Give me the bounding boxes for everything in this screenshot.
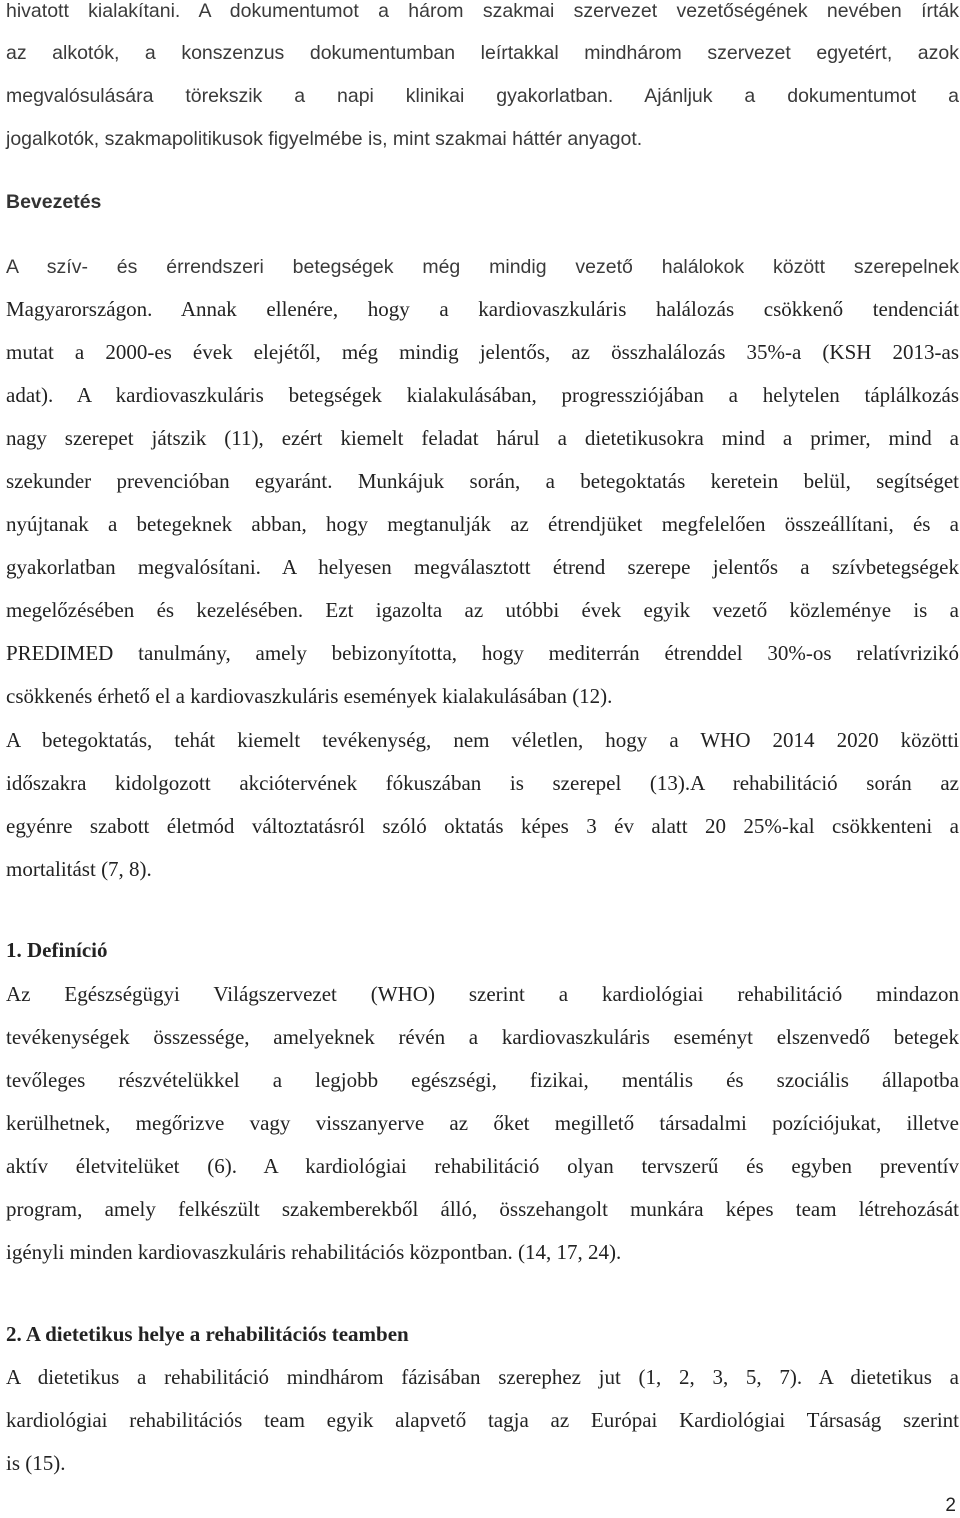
body-line: nagy szerepet játszik (11), ezért kiemelt feladat hárul a dietetikusokra mind a primer, mind a	[6, 426, 959, 450]
body-line: program, amely felkészült szakemberekből álló, összehangolt munkára képes team létrehozását	[6, 1197, 959, 1221]
body-line: kerülhetnek, megőrizve vagy visszanyerve az őket megillető társadalmi pozíciójukat, illetve	[6, 1111, 959, 1135]
body-line: szekunder prevencióban egyaránt. Munkájuk során, a betegoktatás keretein belül, segítséget	[6, 469, 959, 493]
body-line: adat). A kardiovaszkuláris betegségek kialakulásában, progressziójában a helytelen táplálkozás	[6, 383, 959, 407]
body-line: gyakorlatban megvalósítani. A helyesen megválasztott étrend szerepe jelentős a szívbetegségek	[6, 555, 959, 579]
body-line: mortalitást (7, 8).	[6, 857, 152, 881]
body-line: egyénre szabott életmód változtatásról szóló oktatás képes 3 év alatt 20 25%-kal csökkenteni a	[6, 814, 959, 838]
section-heading-bevezetes: Bevezetés	[6, 191, 102, 213]
body-line: kardiológiai rehabilitációs team egyik alapvető tagja az Európai Kardiológiai Társaság szerint	[6, 1408, 959, 1432]
body-line: A szív- és érrendszeri betegségek még mindig vezető halálokok között szerepelnek	[6, 256, 959, 278]
body-line: mutat a 2000-es évek elejétől, még mindig jelentős, az összhalálozás 35%-a (KSH 2013-as	[6, 340, 959, 364]
section-heading-dietetikus: 2. A dietetikus helye a rehabilitációs teamben	[6, 1322, 409, 1346]
body-line: aktív életvitelüket (6). A kardiológiai rehabilitáció olyan tervszerű és egyben preventív	[6, 1154, 959, 1178]
page-number: 2	[945, 1495, 956, 1516]
intro-line: jogalkotók, szakmapolitikusok figyelmébe is, mint szakmai háttér anyagot.	[6, 128, 643, 150]
body-line: PREDIMED tanulmány, amely bebizonyította, hogy mediterrán étrenddel 30%-os relatívrizikó	[6, 641, 959, 665]
body-line: Az Egészségügyi Világszervezet (WHO) szerint a kardiológiai rehabilitáció mindazon	[6, 982, 959, 1006]
body-line: tevőleges részvételükkel a legjobb egészségi, fizikai, mentális és szociális állapotba	[6, 1068, 959, 1092]
body-line: A betegoktatás, tehát kiemelt tevékenység, nem véletlen, hogy a WHO 2014 2020 közötti	[6, 728, 959, 752]
intro-line: hivatott kialakítani. A dokumentumot a három szakmai szervezet vezetőségének nevében írták	[6, 0, 959, 22]
body-line: A dietetikus a rehabilitáció mindhárom fázisában szerephez jut (1, 2, 3, 5, 7). A dietetikus a	[6, 1365, 959, 1389]
body-line: tevékenységek összessége, amelyeknek révén a kardiovaszkuláris eseményt elszenvedő betegek	[6, 1025, 959, 1049]
body-line: csökkenés érhető el a kardiovaszkuláris események kialakulásában (12).	[6, 684, 613, 708]
body-line: is (15).	[6, 1451, 66, 1475]
section-heading-definicio: 1. Definíció	[6, 938, 108, 962]
body-line: nyújtanak a betegeknek abban, hogy megtanulják az étrendjüket megfelelően összeállítani, és a	[6, 512, 959, 536]
intro-line: az alkotók, a konszenzus dokumentumban leírtakkal mindhárom szervezet egyetért, azok	[6, 42, 959, 64]
intro-line: megvalósulására törekszik a napi klinikai gyakorlatban. Ajánljuk a dokumentumot a	[6, 85, 959, 107]
body-line: igényli minden kardiovaszkuláris rehabilitációs központban. (14, 17, 24).	[6, 1240, 622, 1264]
body-line: időszakra kidolgozott akciótervének fókuszában is szerepel (13).A rehabilitáció során az	[6, 771, 959, 795]
body-line: Magyarországon. Annak ellenére, hogy a kardiovaszkuláris halálozás csökkenő tendenciát	[6, 297, 959, 321]
body-line: megelőzésében és kezelésében. Ezt igazolta az utóbbi évek egyik vezető közleménye is a	[6, 598, 959, 622]
